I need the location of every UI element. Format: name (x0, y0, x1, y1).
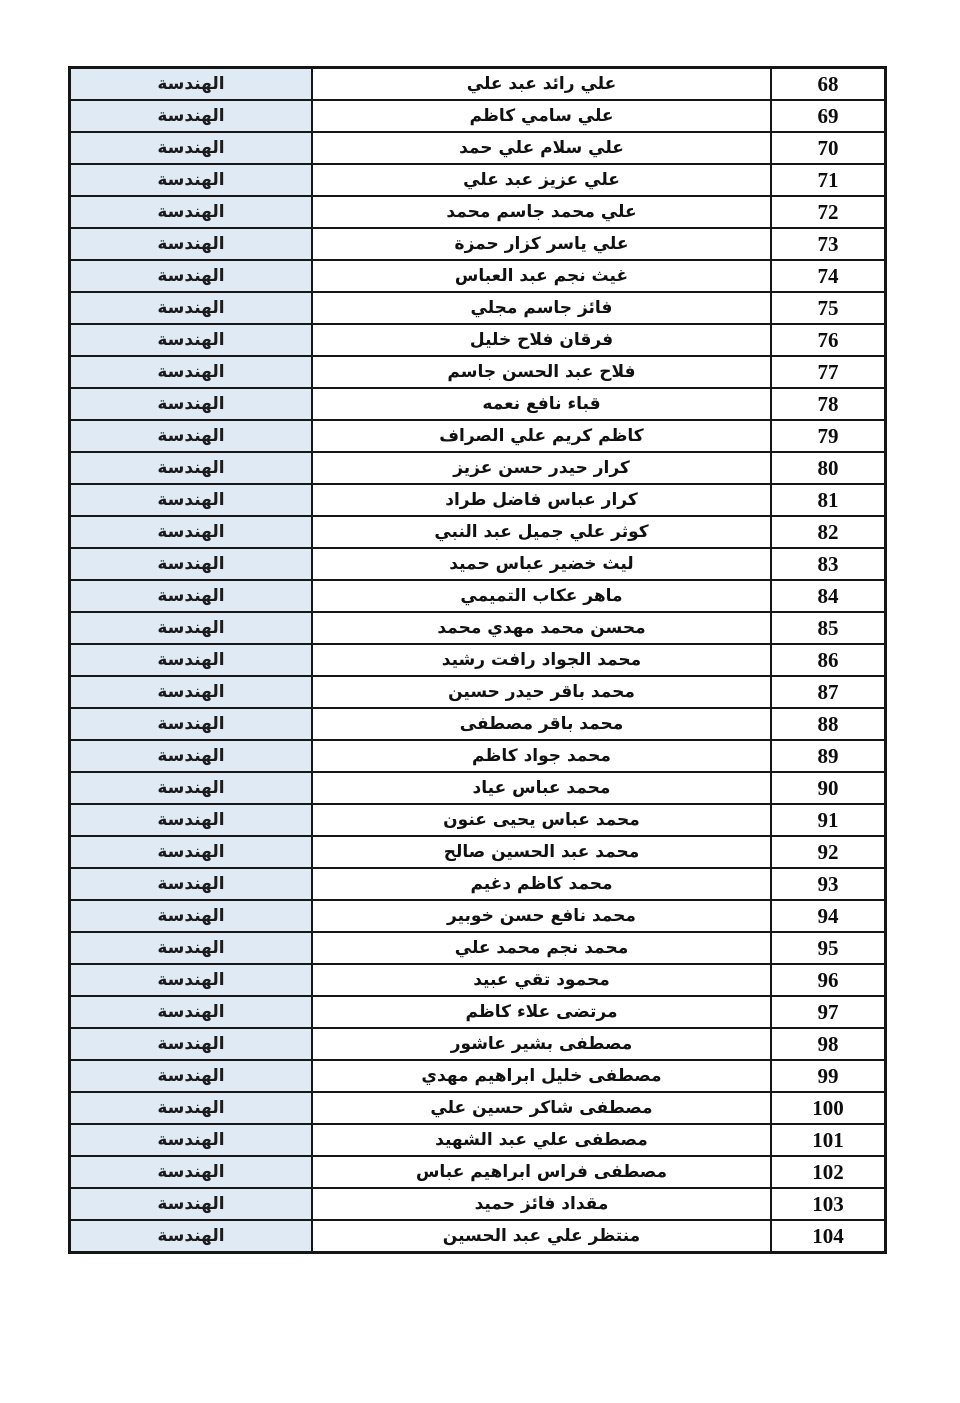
department-cell: الهندسة (70, 836, 313, 868)
table-row (70, 1060, 886, 1092)
department-cell: الهندسة (70, 452, 313, 484)
department-cell: الهندسة (70, 164, 313, 196)
serial-number-cell: 99 (771, 1060, 886, 1092)
student-name-cell: مصطفى شاكر حسين علي (312, 1092, 771, 1124)
table-row (70, 452, 886, 484)
student-name-cell: محمد كاظم دغيم (312, 868, 771, 900)
department-cell: الهندسة (70, 356, 313, 388)
student-name-cell: فلاح عبد الحسن جاسم (312, 356, 771, 388)
department-cell: الهندسة (70, 324, 313, 356)
table-row (70, 996, 886, 1028)
department-cell: الهندسة (70, 388, 313, 420)
serial-number-cell: 71 (771, 164, 886, 196)
table-body (70, 68, 886, 1253)
serial-number-cell: 77 (771, 356, 886, 388)
table-row (70, 324, 886, 356)
serial-number-cell: 90 (771, 772, 886, 804)
table-row (70, 196, 886, 228)
student-name-cell: علي محمد جاسم محمد (312, 196, 771, 228)
table-row (70, 548, 886, 580)
serial-number-cell: 100 (771, 1092, 886, 1124)
table-row (70, 292, 886, 324)
student-name-cell: ماهر عكاب التميمي (312, 580, 771, 612)
table-row (70, 580, 886, 612)
table-row (70, 1156, 886, 1188)
table-row (70, 772, 886, 804)
serial-number-cell: 86 (771, 644, 886, 676)
department-cell: الهندسة (70, 292, 313, 324)
student-name-cell: مصطفى علي عبد الشهيد (312, 1124, 771, 1156)
student-name-cell: علي رائد عبد علي (312, 68, 771, 101)
department-cell: الهندسة (70, 708, 313, 740)
student-name-cell: منتظر علي عبد الحسين (312, 1220, 771, 1253)
department-cell: الهندسة (70, 1124, 313, 1156)
student-name-cell: مقداد فائز حميد (312, 1188, 771, 1220)
student-name-cell: علي سلام علي حمد (312, 132, 771, 164)
serial-number-cell: 98 (771, 1028, 886, 1060)
table-row (70, 1028, 886, 1060)
serial-number-cell: 104 (771, 1220, 886, 1253)
table-row (70, 708, 886, 740)
student-name-cell: غيث نجم عبد العباس (312, 260, 771, 292)
table-row (70, 1220, 886, 1253)
department-cell: الهندسة (70, 132, 313, 164)
student-name-cell: محمود تقي عبيد (312, 964, 771, 996)
serial-number-cell: 91 (771, 804, 886, 836)
department-cell: الهندسة (70, 260, 313, 292)
department-cell: الهندسة (70, 548, 313, 580)
department-cell: الهندسة (70, 740, 313, 772)
students-table (68, 66, 887, 1254)
table-row (70, 1092, 886, 1124)
serial-number-cell: 102 (771, 1156, 886, 1188)
department-cell: الهندسة (70, 1028, 313, 1060)
table-row (70, 868, 886, 900)
serial-number-cell: 97 (771, 996, 886, 1028)
department-cell: الهندسة (70, 1060, 313, 1092)
serial-number-cell: 80 (771, 452, 886, 484)
student-name-cell: محمد باقر مصطفى (312, 708, 771, 740)
table-row (70, 420, 886, 452)
table-row (70, 516, 886, 548)
student-name-cell: فائز جاسم مجلي (312, 292, 771, 324)
serial-number-cell: 69 (771, 100, 886, 132)
student-name-cell: فرقان فلاح خليل (312, 324, 771, 356)
department-cell: الهندسة (70, 1156, 313, 1188)
student-name-cell: محمد عباس عياد (312, 772, 771, 804)
table-row (70, 836, 886, 868)
table-row (70, 1188, 886, 1220)
department-cell: الهندسة (70, 644, 313, 676)
serial-number-cell: 96 (771, 964, 886, 996)
serial-number-cell: 74 (771, 260, 886, 292)
table-row (70, 228, 886, 260)
table-row (70, 676, 886, 708)
student-name-cell: مصطفى بشير عاشور (312, 1028, 771, 1060)
serial-number-cell: 103 (771, 1188, 886, 1220)
department-cell: الهندسة (70, 1092, 313, 1124)
student-name-cell: كاظم كريم علي الصراف (312, 420, 771, 452)
table-row (70, 260, 886, 292)
department-cell: الهندسة (70, 1188, 313, 1220)
table-row (70, 68, 886, 101)
student-name-cell: محمد جواد كاظم (312, 740, 771, 772)
table-row (70, 804, 886, 836)
serial-number-cell: 85 (771, 612, 886, 644)
serial-number-cell: 101 (771, 1124, 886, 1156)
table-row (70, 388, 886, 420)
serial-number-cell: 94 (771, 900, 886, 932)
serial-number-cell: 83 (771, 548, 886, 580)
department-cell: الهندسة (70, 420, 313, 452)
department-cell: الهندسة (70, 868, 313, 900)
serial-number-cell: 73 (771, 228, 886, 260)
table-row (70, 1124, 886, 1156)
student-name-cell: محمد عبد الحسين صالح (312, 836, 771, 868)
table-row (70, 740, 886, 772)
table-row (70, 484, 886, 516)
department-cell: الهندسة (70, 772, 313, 804)
serial-number-cell: 87 (771, 676, 886, 708)
student-name-cell: محمد عباس يحيى عنون (312, 804, 771, 836)
serial-number-cell: 78 (771, 388, 886, 420)
table-row (70, 356, 886, 388)
serial-number-cell: 89 (771, 740, 886, 772)
table-row (70, 100, 886, 132)
student-name-cell: محمد نافع حسن خوبير (312, 900, 771, 932)
student-name-cell: محسن محمد مهدي محمد (312, 612, 771, 644)
department-cell: الهندسة (70, 676, 313, 708)
department-cell: الهندسة (70, 964, 313, 996)
student-name-cell: كرار حيدر حسن عزيز (312, 452, 771, 484)
department-cell: الهندسة (70, 228, 313, 260)
student-name-cell: علي ياسر كزار حمزة (312, 228, 771, 260)
department-cell: الهندسة (70, 900, 313, 932)
department-cell: الهندسة (70, 612, 313, 644)
student-name-cell: علي عزيز عبد علي (312, 164, 771, 196)
serial-number-cell: 68 (771, 68, 886, 101)
department-cell: الهندسة (70, 1220, 313, 1253)
serial-number-cell: 88 (771, 708, 886, 740)
student-name-cell: كوثر علي جميل عبد النبي (312, 516, 771, 548)
table-row (70, 612, 886, 644)
department-cell: الهندسة (70, 996, 313, 1028)
department-cell: الهندسة (70, 804, 313, 836)
table-row (70, 644, 886, 676)
serial-number-cell: 76 (771, 324, 886, 356)
student-name-cell: ليث خضير عباس حميد (312, 548, 771, 580)
serial-number-cell: 93 (771, 868, 886, 900)
table-row (70, 132, 886, 164)
student-name-cell: قباء نافع نعمه (312, 388, 771, 420)
serial-number-cell: 81 (771, 484, 886, 516)
student-name-cell: كرار عباس فاضل طراد (312, 484, 771, 516)
serial-number-cell: 95 (771, 932, 886, 964)
department-cell: الهندسة (70, 100, 313, 132)
department-cell: الهندسة (70, 516, 313, 548)
table-row (70, 900, 886, 932)
student-name-cell: محمد الجواد رافت رشيد (312, 644, 771, 676)
department-cell: الهندسة (70, 196, 313, 228)
serial-number-cell: 82 (771, 516, 886, 548)
table-row (70, 932, 886, 964)
student-name-cell: مصطفى خليل ابراهيم مهدي (312, 1060, 771, 1092)
student-name-cell: مصطفى فراس ابراهيم عباس (312, 1156, 771, 1188)
department-cell: الهندسة (70, 484, 313, 516)
serial-number-cell: 72 (771, 196, 886, 228)
student-name-cell: علي سامي كاظم (312, 100, 771, 132)
department-cell: الهندسة (70, 932, 313, 964)
serial-number-cell: 75 (771, 292, 886, 324)
serial-number-cell: 79 (771, 420, 886, 452)
table-row (70, 164, 886, 196)
serial-number-cell: 70 (771, 132, 886, 164)
student-name-cell: مرتضى علاء كاظم (312, 996, 771, 1028)
serial-number-cell: 84 (771, 580, 886, 612)
table-row (70, 964, 886, 996)
student-name-cell: محمد نجم محمد علي (312, 932, 771, 964)
serial-number-cell: 92 (771, 836, 886, 868)
student-name-cell: محمد باقر حيدر حسين (312, 676, 771, 708)
department-cell: الهندسة (70, 580, 313, 612)
department-cell: الهندسة (70, 68, 313, 101)
